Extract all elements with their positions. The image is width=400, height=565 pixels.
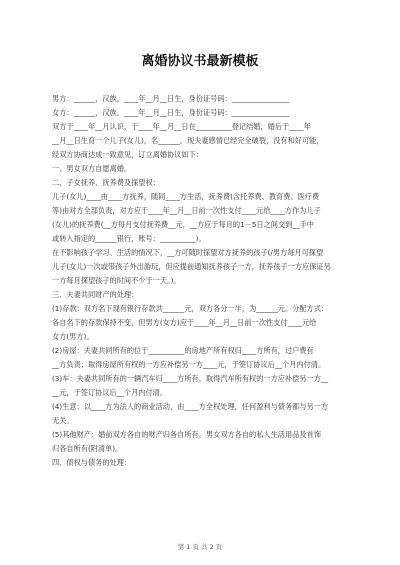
body-line: __月__日生育一个儿子(女儿)，名______。现夫妻感情已经完全破裂，没有和好可能，: [52, 136, 324, 145]
body-line: __方负责；取得房屋所有权的一方应补偿另一方____元，于签订协议后__个月内付清。: [52, 360, 326, 369]
body-line: 女方(男方)。: [52, 332, 94, 341]
body-line: 双方于____年__月认识，于____年__月__日在__________登记结婚，婚后于____年: [52, 122, 311, 131]
body-line: 各自名下的存款保持不变，但男方(女方)应于____年__月__日前一次性支付____元给: [52, 318, 317, 327]
body-line: (3)车：夫妻共同所有的一辆汽车归____方所有，取得汽车所有权的一方应补偿另一方__: [52, 374, 329, 383]
body-line: (5)其他财产：婚前双方各自的财产归各自所有，男女双方各自的私人生活用品及首饰: [52, 430, 321, 439]
body-line: (1)存款：双方名下现有银行存款共______元，双方各分一半，为______元。分配方式：: [52, 304, 329, 313]
body-line: 在不影响孩子学习、生活的情况下，__方可随时探望对方抚养的孩子(/男方每月可探望: [52, 248, 324, 257]
body-line: 一、男女双方自愿离婚。: [52, 164, 132, 173]
body-line: 男方：______，汉族，____年__月__日生，身份证号码：________________: [52, 94, 290, 103]
body-line: 归各自所有(附清单)。: [52, 444, 123, 453]
body-line: 无关。: [52, 416, 74, 425]
body-line: 一方每月探望孩子的时间不少于一天。)。: [52, 276, 181, 285]
body-line: (女儿)的抚养费(__方每月支付抚养费__元，__方应于每月的1－5日之间交到__手中: [52, 220, 314, 229]
watermark: ​: [136, 233, 164, 283]
body-line: 女方：______，汉族，____年__月__日生，身份证号码：________________: [52, 108, 290, 117]
document-body: [52, 92, 348, 470]
body-line: (2)房屋：夫妻共同所有的位于__________的房地产所有权归____方所有，过户费有: [52, 346, 314, 355]
body-line: (4)生意：以____方为法人的商业活动，由____方全权处理，任何盈利与债务都与另一方: [52, 402, 329, 411]
body-line: 或转入指定的______银行，账号：__________)。: [52, 234, 206, 243]
body-line: 二、子女抚养、抚养费及探望权：: [52, 178, 160, 187]
body-line: 儿子(女儿)____由____方抚养，随同____方生活，抚养费(含托养费、教育费、医疗费: [52, 192, 320, 201]
body-line: 等)由对方全部负责，对方应于____年__月__日前一次性支付____元给____方作为儿子: [52, 206, 321, 215]
document-title: 离婚协议书最新模板: [141, 54, 259, 69]
page-number: 第 1 页 共 2 页: [177, 543, 223, 551]
body-line: 经双方协商达成一致意见，订立离婚协议如下：: [52, 150, 203, 159]
body-line: 儿子(女儿)一次或带孩子外出游玩，但应提前通知抚养孩子一方，抚养孩子一方应保证另: [52, 262, 331, 271]
body-line: 三、夫妻共同财产的处理：: [52, 290, 139, 299]
body-line: 四、债权与债务的处理：: [52, 458, 132, 467]
body-line: __元，于签订协议后__个月内付清。: [52, 388, 168, 397]
